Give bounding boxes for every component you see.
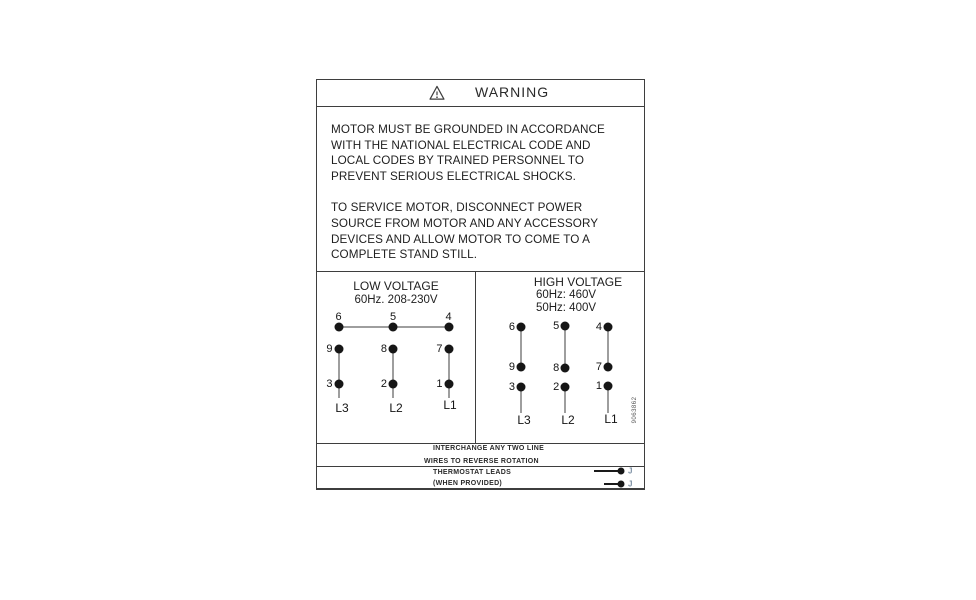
lv-terminal-4-label: 4 — [445, 311, 452, 323]
hv-terminal-4-label: 4 — [595, 321, 602, 333]
thermostat-lead-dot-1 — [618, 468, 625, 475]
hv-terminal-8-dot — [561, 364, 570, 373]
hv-line-l2-label: L2 — [561, 413, 575, 427]
low-voltage-subtitle: 60Hz. 208-230V — [354, 294, 438, 306]
hv-terminal-1-label: 1 — [595, 380, 602, 392]
lv-terminal-9-dot — [334, 345, 343, 354]
rotation-note-line-2: WIRES TO REVERSE ROTATION — [424, 458, 539, 465]
lv-terminal-1-dot — [444, 379, 453, 388]
hv-terminal-4-dot — [604, 323, 613, 332]
hv-terminal-2-label: 2 — [553, 381, 560, 393]
thermostat-lead-wire-1 — [594, 470, 619, 472]
hv-terminal-7-dot — [604, 363, 613, 372]
footer-divider-2 — [317, 466, 644, 467]
body-line: DEVICES AND ALLOW MOTOR TO COME TO A — [331, 232, 591, 246]
warning-body-text — [331, 122, 605, 263]
lv-terminal-7-label: 7 — [436, 343, 443, 355]
lv-terminal-2-label: 2 — [380, 377, 387, 390]
hv-line-l1-label: L1 — [604, 412, 618, 426]
diagram-top-divider — [317, 271, 644, 272]
lv-terminal-8-dot — [389, 345, 398, 354]
warning-triangle-icon — [428, 84, 446, 102]
thermostat-lead-dot-2 — [618, 481, 625, 488]
body-line: WITH THE NATIONAL ELECTRICAL CODE AND — [331, 138, 591, 152]
part-number: 9063862 — [632, 396, 638, 424]
low-voltage-title: LOW VOLTAGE — [353, 279, 439, 293]
lv-wire-9-3 — [338, 349, 340, 398]
lv-terminal-6-label: 6 — [335, 311, 342, 323]
thermostat-lead-label-2: J — [628, 479, 633, 489]
high-voltage-subtitle-50hz: 50Hz: 400V — [535, 302, 597, 314]
hv-terminal-5-dot — [561, 322, 570, 331]
hv-terminal-8-label: 8 — [553, 362, 560, 374]
hv-terminal-7-label: 7 — [595, 361, 602, 373]
hv-terminal-2-dot — [561, 383, 570, 392]
lv-terminal-9-label: 9 — [326, 343, 333, 355]
lv-terminal-6-dot — [334, 323, 343, 332]
high-voltage-subtitle-60hz: 60Hz: 460V — [535, 289, 597, 301]
body-line: COMPLETE STAND STILL. — [331, 248, 478, 262]
hv-wire-1-l1 — [607, 387, 609, 413]
hv-wire-5-8 — [564, 327, 566, 367]
motor-warning-label — [316, 79, 645, 490]
lv-terminal-5-dot — [389, 323, 398, 332]
lv-terminal-5-label: 5 — [389, 311, 397, 323]
rotation-note-line-1: INTERCHANGE ANY TWO LINE — [433, 445, 545, 452]
warning-title: WARNING — [475, 84, 550, 100]
hv-terminal-6-dot — [517, 323, 526, 332]
hv-terminal-6-label: 6 — [508, 321, 515, 333]
lv-terminal-8-label: 8 — [380, 343, 387, 355]
thermostat-note-line-2: (WHEN PROVIDED) — [433, 480, 503, 487]
body-line: TO SERVICE MOTOR, DISCONNECT POWER — [331, 201, 583, 215]
hv-terminal-9-label: 9 — [508, 361, 515, 373]
lv-line-l2-label: L2 — [389, 401, 403, 415]
hv-wire-6-9 — [520, 327, 522, 367]
hv-terminal-9-dot — [517, 363, 526, 372]
lv-terminal-2-dot — [389, 379, 398, 388]
body-line: LOCAL CODES BY TRAINED PERSONNEL TO — [331, 154, 585, 168]
lv-line-l3-label: L3 — [335, 401, 349, 415]
lv-terminal-3-label: 3 — [326, 377, 333, 390]
footer-divider-1 — [317, 443, 644, 444]
hv-terminal-5-label: 5 — [553, 320, 560, 332]
thermostat-note-line-1: THERMOSTAT LEADS — [433, 469, 512, 476]
body-line: SOURCE FROM MOTOR AND ANY ACCESSORY — [331, 216, 599, 230]
lv-line-l1-label: L1 — [443, 398, 457, 412]
hv-terminal-1-dot — [604, 382, 613, 391]
lv-terminal-4-dot — [444, 323, 453, 332]
header-divider — [317, 106, 644, 107]
hv-terminal-3-dot — [517, 383, 526, 392]
lv-terminal-3-dot — [334, 379, 343, 388]
lv-wire-7-1 — [448, 349, 450, 398]
thermostat-lead-label-1: J — [628, 466, 633, 476]
hv-line-l3-label: L3 — [517, 413, 531, 427]
lv-wire-8-2 — [392, 349, 394, 398]
hv-terminal-3-label: 3 — [508, 381, 515, 393]
body-line: MOTOR MUST BE GROUNDED IN ACCORDANCE — [331, 123, 605, 136]
body-line: PREVENT SERIOUS ELECTRICAL SHOCKS. — [331, 169, 577, 183]
lv-terminal-1-label: 1 — [436, 377, 443, 390]
high-voltage-title: HIGH VOLTAGE — [533, 275, 623, 289]
lv-terminal-7-dot — [444, 345, 453, 354]
hv-wire-4-7 — [607, 327, 609, 367]
diagram-center-divider — [475, 271, 476, 443]
